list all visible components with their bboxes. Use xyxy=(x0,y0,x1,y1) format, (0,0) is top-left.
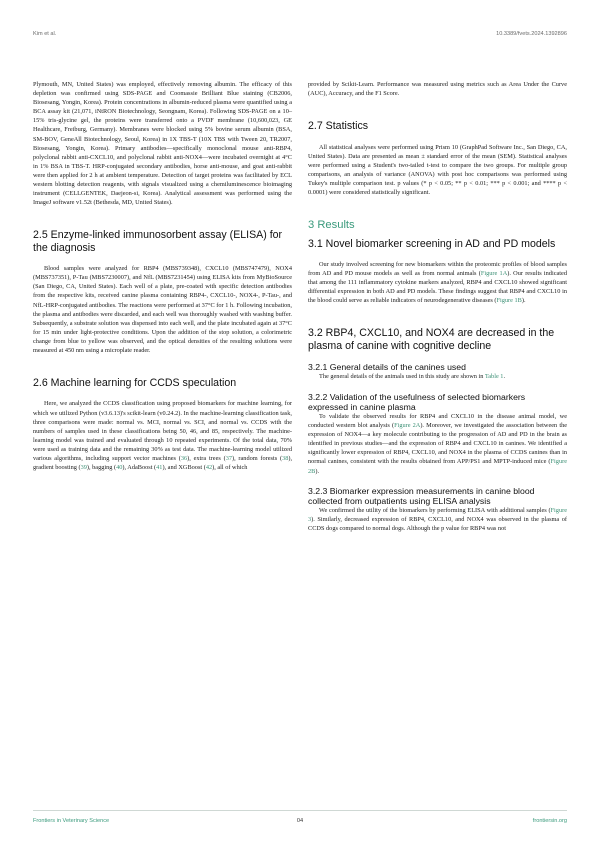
figure-link[interactable]: Figure 3 xyxy=(308,507,567,524)
paragraph: We confirmed the utility of the biomarkers by performing ELISA with additional samples (Figure 3). Similarly, decreased expression of RBP4, CXCL10, and NOX4 was observed in the plasma of CCDS dogs compared to normal dogs. Although the p value for RBP4 was not xyxy=(308,507,567,533)
figure-link[interactable]: Figure 2B xyxy=(308,458,567,475)
table-link[interactable]: Table 1 xyxy=(484,373,504,381)
figure-link[interactable]: Figure 2A xyxy=(394,422,421,430)
citation-link[interactable]: 37 xyxy=(225,455,232,463)
section-heading-2-7: 2.7 Statistics xyxy=(308,120,369,133)
paragraph: provided by Scikit-Learn. Performance was measured using metrics such as Area Under the Curve (AUC), Accuracy, and the F1 Score. xyxy=(308,81,567,98)
paragraph: All statistical analyses were performed using Prism 10 (GraphPad Software Inc., San Diego, CA, United States). Data are presented as mean ± standard error of the mean (SEM). Statistical analyses were performed using a Student's two-tailed t-test to compare the two groups. For multiple group comparisons, an analysis of variance (ANOVA) with post hoc comparisons was performed using Tukey's multiple comparison test. p values (* p < 0.05; ** p < 0.01; *** p < 0.001; and **** p < 0.0001) were considered statistically significant. xyxy=(308,143,567,197)
citation-link[interactable]: 39 xyxy=(80,464,87,472)
paragraph: Our study involved screening for new biomarkers within the proteomic profiles of blood samples from AD and PD mouse models as well as from normal animals (Figure 1A). Our results indicated that among the 111 inflammatory cytokine markers analyzed, RBP4 and CXCL10 showed significant differential expression in both AD and PD models. These findings suggest that RBP4 and CXCL10 in the blood could serve as reliable indicators of neurodegenerative diseases (Figure 1B). xyxy=(308,260,567,305)
citation-link[interactable]: 38 xyxy=(282,455,289,463)
header-doi[interactable]: 10.3389/fvets.2024.1392896 xyxy=(496,31,567,37)
paragraph: To validate the observed results for RBP4 and CXCL10 in the disease animal model, we conducted western blot analysis (Figure 2A). Moreover, we investigated the association between the expression of NOX4—a key molecule contributing to the progression of AD and PD in the brain as identified in previous studies—and the expression of RBP4 and CXCL10 in canines. We identified a significantly lower expression of RBP4, CXCL10, and NOX4 in the plasma of CCDS canines than in normal canines, consistent with the results obtained from APP/PS1 and MPTP-induced mice (Figure 2B). xyxy=(308,412,568,475)
paragraph: The general details of the animals used in this study are shown in Table 1. xyxy=(319,373,506,381)
section-heading-3-1: 3.1 Novel biomarker screening in AD and PD models xyxy=(308,237,556,250)
subsection-heading-3-2-2: 3.2.2 Validation of the usefulness of selected biomarkers expressed in canine plasma xyxy=(308,391,526,412)
citation-link[interactable]: 42 xyxy=(205,464,213,472)
footer-site[interactable]: frontiersin.org xyxy=(532,818,567,824)
footer-journal[interactable]: Frontiers in Veterinary Science xyxy=(33,818,110,824)
section-heading-2-5: 2.5 Enzyme-linked immunosorbent assay (ELISA) for the diagnosis xyxy=(33,229,283,254)
paragraph: Here, we analyzed the CCDS classification using proposed biomarkers for machine learning, for which we utilized Python (v3.6.13)'s scikit-learn (v0.24.2). In the machine-learning classification task, three comparisons were made: normal vs. MCI, normal vs. SCI, and normal vs. CCDS with the numbers of samples used in these classifications being 50, 46, and 85, respectively. The machine-learning model was trained and evaluated through 10 repeated experiments. Of the total data, 70% were used as training data and the remaining 30% as test data. The machine-learning model utilized various algorithms, including support vector machines (36), extra trees (37), random forests (38), gradient boosting (39), bagging (40), AdaBoost (41), and XGBoost (42), all of which xyxy=(33,400,293,472)
citation-link[interactable]: 36 xyxy=(180,455,188,463)
paragraph: Plymouth, MN, United States) was employed, effectively removing albumin. The efficacy of this depletion was confirmed using SDS-PAGE and Coomassie Brilliant Blue staining (CB2006, Biosesang, Yongin, Korea). Protein concentrations in albumin-reduced plasma were quantified using a BCA assay kit (21,071, iNtRON Biotechnology, Seongnam, Korea). Following SDS-PAGE on a 10–15% tris-glycine gel, the proteins were transferred onto a PVDF membrane (10,600,023, GE Healthcare, Freiburg, Germany). Membranes were blocked using 5% bovine serum albumin (BSA, SM-BOV, GeneAll Biotechnology, Seoul, Korea) in 1X TBS-T (10X TBS with Tween 20, TR2007, Biosesang, Yongin, Korea). Primary antibodies—specifically monoclonal mouse anti-RBP4, polyclonal rabbit anti-CXCL10, and polyclonal rabbit anti-NOX4—were incubated overnight at 4°C in 1% BSA in TBS-T. HRP-conjugated secondary antibodies, horse anti-mouse, and goat anti-rabbit were then applied for 2 h at ambient temperature. Detection of target proteins was facilitated by ECL western blotting detection reagents, with signals visualized using a chemiluminescence bioimaging instrument (CELLGENTEK, Daejeon-si, Korea). Analytical assessment was performed using the ImageJ software v1.52t (Bethesda, MD, United States). xyxy=(33,81,292,207)
left-column xyxy=(33,80,292,472)
section-heading-3-2: 3.2 RBP4, CXCL10, and NOX4 are decreased in the plasma of canine with cognitive decline xyxy=(308,327,555,352)
footer-page-number: 04 xyxy=(296,818,304,824)
paragraph: Blood samples were analyzed for RBP4 (MBS739348), CXCL10 (MBS747479), NOX4 (MBS737351), P-Tau (MBS7230007), and NfL (MBS7231454) using ELISA kits from MyBioSource (San Diego, CA, United States). Each well of a plate, pre-coated with specific detection antibodies from the respective kits, received canine plasma containing RBP4-, CXCL10-, NOX4-, P-Tau-, and NfL-HRP-conjugated antibodies. The reactions were performed at 37°C for 1 h. Following incubation, the plasma and antibodies were discarded, and each well was thoroughly washed with washing buffer. Subsequently, a substrate solution was dispensed into each well, and the plate incubated again at 37°C for 15 min under light-protective conditions. Upon the addition of the stop solution, a colorimetric change from blue to yellow was observed, and the optical densities of the resulting solutions were measured at 450 nm using a microplate reader. xyxy=(33,265,292,354)
figure-link[interactable]: Figure 1A xyxy=(480,270,508,278)
subsection-heading-3-2-1: 3.2.1 General details of the canines used xyxy=(308,362,466,373)
right-column xyxy=(308,80,567,533)
section-heading-3: 3 Results xyxy=(308,219,355,232)
header-authors: Kim et al. xyxy=(33,31,57,37)
figure-link[interactable]: Figure 1B xyxy=(496,297,522,305)
footer-divider xyxy=(33,810,567,811)
citation-link[interactable]: 41 xyxy=(156,464,163,472)
citation-link[interactable]: 40 xyxy=(116,464,123,472)
section-heading-2-6: 2.6 Machine learning for CCDS speculation xyxy=(33,377,237,390)
subsection-heading-3-2-3: 3.2.3 Biomarker expression measurements in canine blood collected from outpatients using ELISA analysis xyxy=(308,485,535,506)
